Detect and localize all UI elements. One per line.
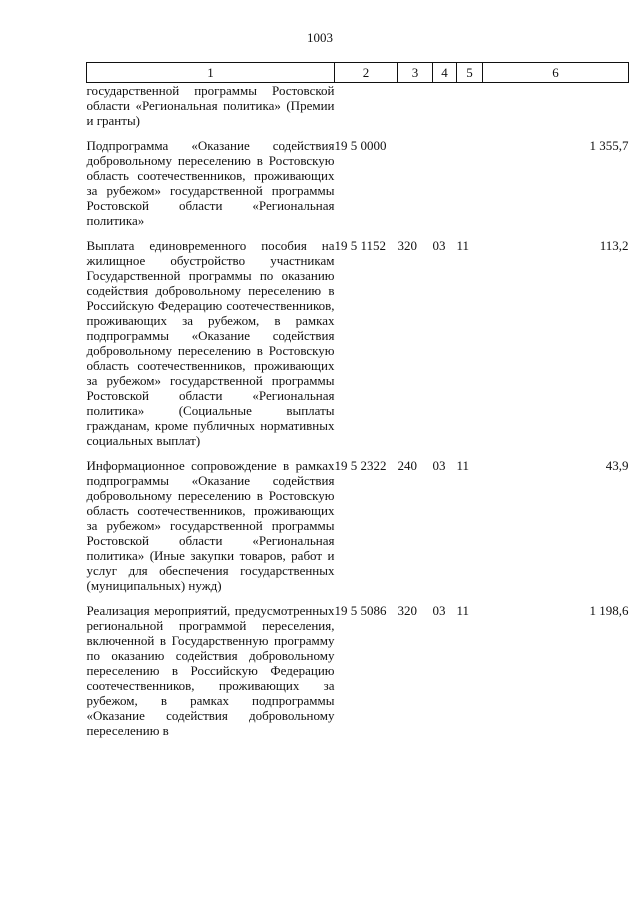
table-row bbox=[87, 83, 629, 139]
row-sum: 1 355,7 bbox=[589, 138, 629, 153]
row-sum: 43,9 bbox=[605, 458, 629, 473]
row-sum bbox=[483, 83, 629, 139]
row-pr: 11 bbox=[456, 238, 470, 253]
header-col-2: 2 bbox=[335, 63, 398, 83]
row-sum: 1 198,6 bbox=[589, 603, 629, 618]
page-number: 1003 bbox=[307, 30, 333, 45]
row-pr bbox=[457, 83, 483, 139]
row-rz: 03 bbox=[432, 238, 446, 253]
row-vr: 320 bbox=[397, 603, 417, 618]
row-vr: 320 bbox=[397, 238, 417, 253]
table-row bbox=[87, 238, 629, 458]
row-code: 19 5 0000 bbox=[334, 138, 387, 153]
row-sum: 113,2 bbox=[599, 238, 629, 253]
row-pr bbox=[457, 138, 483, 238]
row-vr bbox=[398, 83, 433, 139]
row-description: Подпрограмма «Оказание содействия добровольному переселению в Ростовскую область соотечественников, проживающих за рубежом» государственной программы Ростовской области «Региональная политика» bbox=[86, 138, 335, 228]
row-code: 19 5 5086 bbox=[334, 603, 387, 618]
row-description: Реализация мероприятий, предусмотренных региональной программой переселения, включенной в Государственную программу по оказанию содействия добровольному переселению в Российскую Федерацию соотечественников, проживающих за рубежом, в рамках подпрограммы «Оказание содействия добровольному переселению в bbox=[86, 603, 335, 738]
row-rz bbox=[433, 138, 457, 238]
row-description: Выплата единовременного пособия на жилищное обустройство участникам Государственной программы по оказанию содействия добровольному переселению в Российскую Федерацию соотечественников, проживающих за рубежом, в рамках подпрограммы «Оказание содействия добровольному переселению в Ростовскую область соотечественников, проживающих за рубежом» государственной программы Ростовской области «Региональная политика» (Социальные выплаты гражданам, кроме публичных нормативных социальных выплат) bbox=[86, 238, 335, 448]
row-rz: 03 bbox=[432, 603, 446, 618]
row-description: Информационное сопровождение в рамках подпрограммы «Оказание содействия добровольному переселению в Ростовскую область соотечественников, проживающих за рубежом» государственной программы Ростовской области «Региональная политика» (Иные закупки товаров, работ и услуг для обеспечения государственных (муниципальных) нужд) bbox=[86, 458, 335, 593]
table-row bbox=[87, 458, 629, 603]
header-col-6: 6 bbox=[483, 63, 629, 83]
row-vr: 240 bbox=[397, 458, 417, 473]
header-col-5: 5 bbox=[457, 63, 483, 83]
row-description: государственной программы Ростовской области «Региональная политика» (Премии и гранты) bbox=[86, 83, 335, 128]
row-vr bbox=[398, 138, 433, 238]
row-code: 19 5 2322 bbox=[334, 458, 387, 473]
row-rz bbox=[433, 83, 457, 139]
header-col-4: 4 bbox=[433, 63, 457, 83]
row-code bbox=[335, 83, 398, 139]
header-col-1: 1 bbox=[87, 63, 335, 83]
table-row bbox=[87, 603, 629, 738]
table-header-row bbox=[87, 63, 629, 83]
header-col-3: 3 bbox=[398, 63, 433, 83]
row-code: 19 5 1152 bbox=[334, 238, 387, 253]
row-rz: 03 bbox=[432, 458, 446, 473]
row-pr: 11 bbox=[456, 603, 470, 618]
budget-table bbox=[86, 62, 629, 738]
row-pr: 11 bbox=[456, 458, 470, 473]
table-row bbox=[87, 138, 629, 238]
